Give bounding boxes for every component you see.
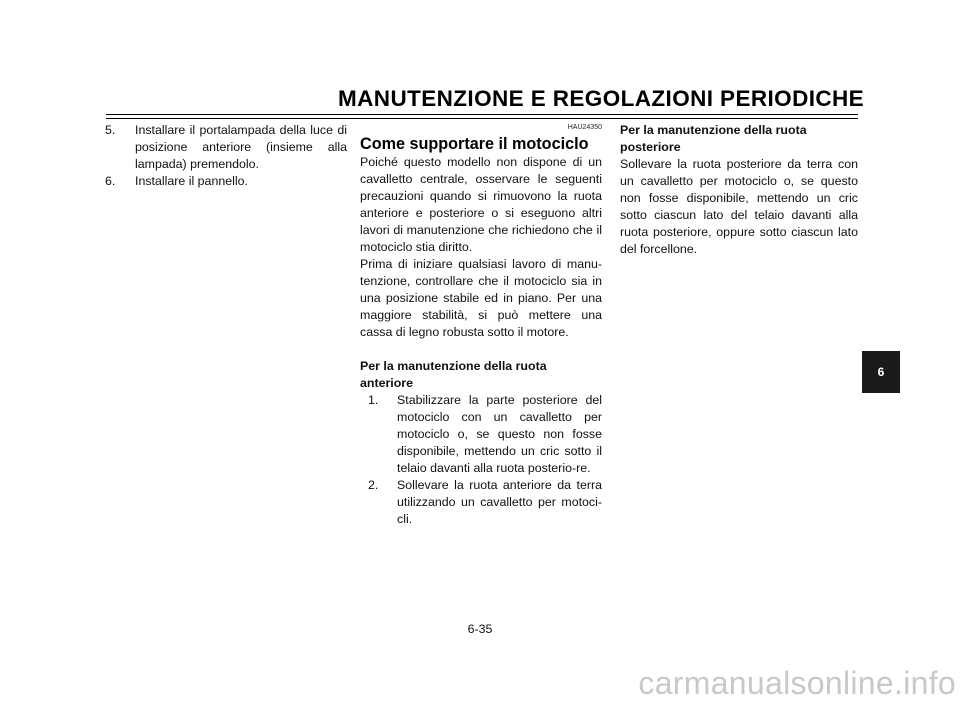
section-title: Come supportare il motociclo bbox=[360, 135, 589, 153]
rear-wheel-subheading: Per la manutenzione della ruota posteriore bbox=[620, 123, 807, 154]
page-header-title: MANUTENZIONE E REGOLAZIONI PERIODICHE bbox=[338, 86, 865, 111]
step-text: Sollevare la ruota anteriore da terra utilizzando un cavalletto per motoci-cli. bbox=[397, 478, 602, 526]
list-item bbox=[360, 477, 602, 528]
intro-paragraph: Poiché questo modello non dispone di un cavalletto centrale, osservare le seguenti precauzioni quando si rimuovono la ruota anteriore e posteriore o si eseguono altri lavori di manutenzione che richiedono che il motociclo stia diritto. bbox=[360, 155, 602, 254]
step-number: 1. bbox=[368, 393, 379, 407]
step-number: 6. bbox=[105, 174, 116, 188]
step-text: Stabilizzare la parte posteriore del motociclo con un cavalletto per motociclo o, se questo non fosse disponibile, mettendo un cric sotto il telaio davanti alla ruota posterio-re. bbox=[397, 393, 602, 475]
step-number: 2. bbox=[368, 478, 379, 492]
rear-wheel-paragraph: Sollevare la ruota posteriore da terra con un cavalletto per motociclo o, se questo non fosse disponibile, mettendo un cric sotto ciascun lato del telaio davanti alla ruota posteriore, oppure sotto ciascun lato del forcellone. bbox=[620, 157, 858, 256]
front-wheel-steps-list bbox=[360, 392, 602, 528]
stability-paragraph: Prima di iniziare qualsiasi lavoro di manu-tenzione, controllare che il motociclo sia in una posizione stabile ed in piano. Per una maggiore stabilità, si può mettere una cassa di legno robusta sotto il motore. bbox=[360, 257, 602, 339]
install-steps-list bbox=[105, 122, 347, 190]
chapter-tab: 6 bbox=[862, 351, 900, 393]
step-number: 5. bbox=[105, 123, 116, 137]
section-code: HAU24350 bbox=[567, 124, 602, 131]
list-item bbox=[105, 122, 347, 173]
header-rule bbox=[106, 114, 858, 115]
watermark: carmanualsonline.info bbox=[638, 665, 956, 701]
step-text: Installare il pannello. bbox=[135, 174, 248, 188]
middle-column bbox=[360, 122, 602, 528]
step-text: Installare il portalampada della luce di posizione anteriore (insieme alla lampada) premendolo. bbox=[135, 123, 347, 171]
header-rule-thin bbox=[106, 118, 858, 119]
list-item bbox=[105, 173, 347, 190]
left-column bbox=[105, 122, 347, 190]
list-item bbox=[360, 392, 602, 477]
front-wheel-subheading: Per la manutenzione della ruota anteriore bbox=[360, 359, 547, 390]
right-column bbox=[620, 122, 858, 258]
page-number: 6-35 bbox=[467, 622, 493, 636]
